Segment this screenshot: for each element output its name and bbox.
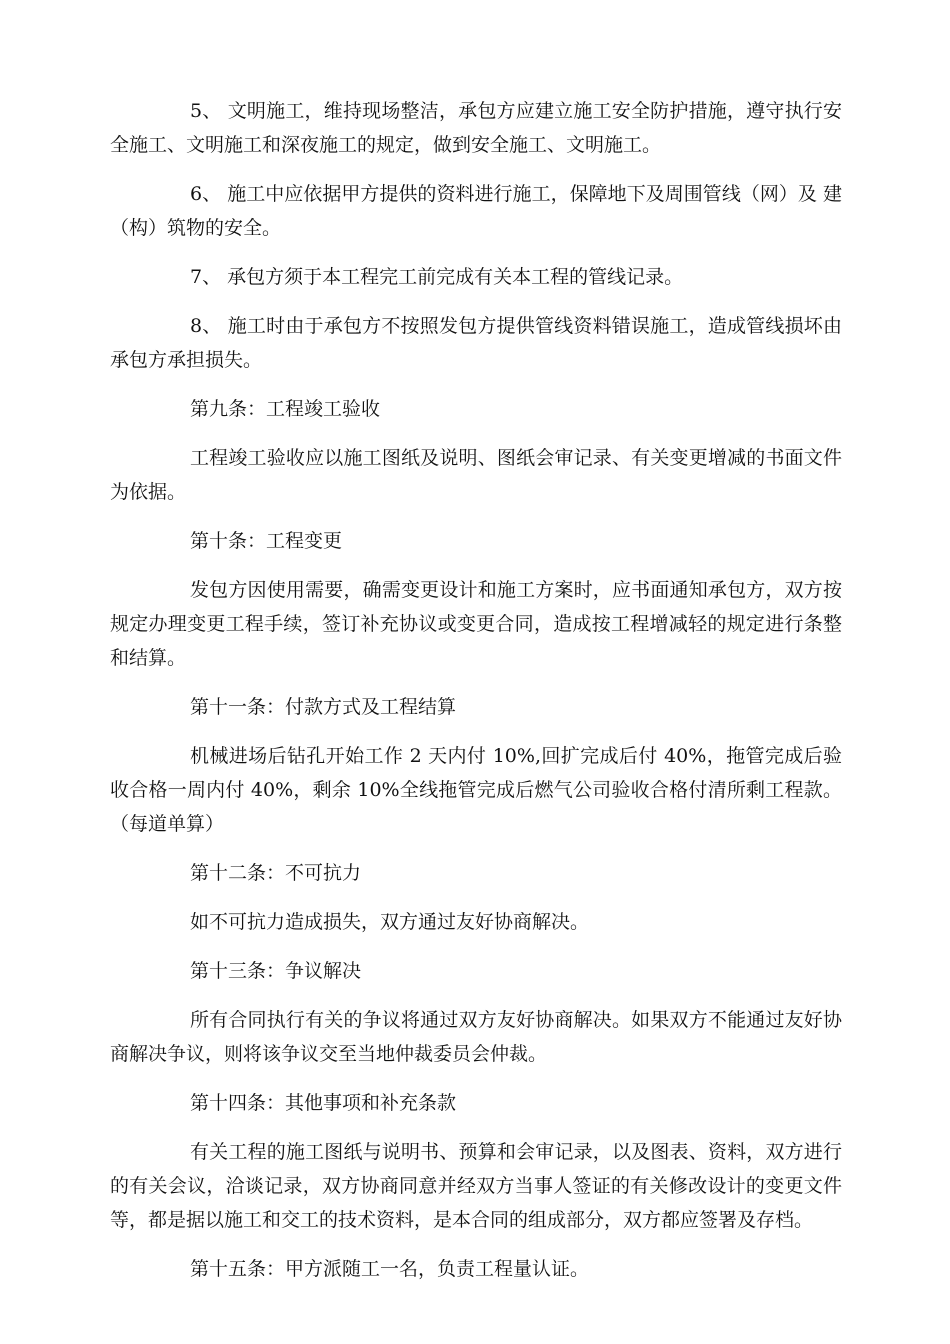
article-12-body: 如不可抗力造成损失，双方通过友好协商解决。 (190, 911, 590, 933)
article-11-heading: 第十一条：付款方式及工程结算 (190, 696, 457, 718)
article-10-body: 发包方因使用需要，确需变更设计和施工方案时，应书面通知承包方，双方按规定办理变更工程手续，签订补充协议或变更合同，造成按工程增减轻的规定进行条整和结算。 (110, 579, 842, 669)
paragraph-item-5: 5、 文明施工，维持现场整洁，承包方应建立施工安全防护措施，遵守执行安全施工、文明施工和深夜施工的规定，做到安全施工、文明施工。 (110, 100, 842, 156)
article-14-body: 有关工程的施工图纸与说明书、预算和会审记录，以及图表、资料，双方进行的有关会议，洽谈记录，双方协商同意并经双方当事人签证的有关修改设计的变更文件等，都是据以施工和交工的技术资料，是本合同的组成部分，双方都应签署及存档。 (110, 1141, 842, 1231)
article-14-heading: 第十四条：其他事项和补充条款 (190, 1092, 457, 1114)
paragraph-item-7: 7、 承包方须于本工程完工前完成有关本工程的管线记录。 (190, 266, 684, 288)
article-11-body: 机械进场后钻孔开始工作 2 天内付 10%,回扩完成后付 40%，拖管完成后验收合格一周内付 40%，剩余 10%全线拖管完成后燃气公司验收合格付清所剩工程款。（每道单算） (110, 745, 842, 835)
article-9-heading: 第九条：工程竣工验收 (190, 398, 381, 420)
article-13-body: 所有合同执行有关的争议将通过双方友好协商解决。如果双方不能通过友好协商解决争议，则将该争议交至当地仲裁委员会仲裁。 (110, 1009, 842, 1065)
article-10-heading: 第十条：工程变更 (190, 530, 343, 552)
paragraph-item-8: 8、 施工时由于承包方不按照发包方提供管线资料错误施工，造成管线损坏由承包方承担损失。 (110, 315, 842, 371)
article-15-heading: 第十五条：甲方派随工一名，负责工程量认证。 (190, 1258, 590, 1280)
document-page (110, 94, 842, 1301)
article-9-body: 工程竣工验收应以施工图纸及说明、图纸会审记录、有关变更增减的书面文件为依据。 (110, 447, 842, 503)
article-12-heading: 第十二条：不可抗力 (190, 862, 362, 884)
paragraph-item-6: 6、 施工中应依据甲方提供的资料进行施工，保障地下及周围管线（网）及 建（构）筑物的安全。 (110, 183, 842, 239)
article-13-heading: 第十三条：争议解决 (190, 960, 362, 982)
